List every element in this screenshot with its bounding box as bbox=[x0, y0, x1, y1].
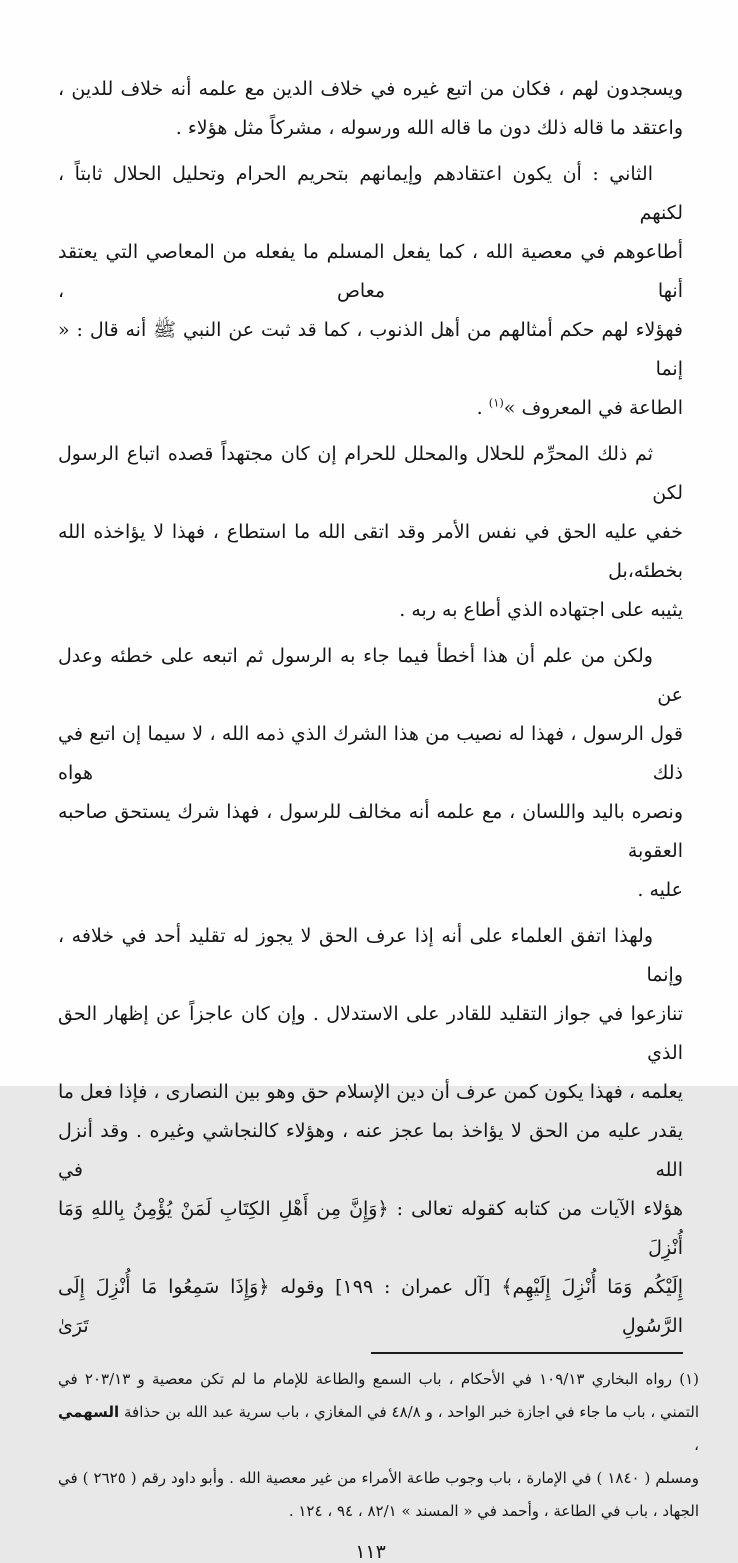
body-line: الطاعة في المعروف »$^{(١)}$ . bbox=[476, 395, 683, 419]
paragraph bbox=[58, 435, 683, 630]
body-line: يعلمه ، فهذا يكون كمن عرف أن دين الإسلام حق وهو بين النصارى ، فإذا فعل ما bbox=[58, 1081, 683, 1103]
body-line: إِلَيْكُم وَمَا أُنْزِلَ إِلَيْهِم﴾ [آل عمران : ١٩٩] وقوله ﴿وَإِذَا سَمِعُوا مَا أُنْزِلَ إِلَى الرَّسُولِ تَرَىٰ bbox=[58, 1276, 684, 1337]
page-number: ١١٣ bbox=[355, 1541, 386, 1563]
body-line: ونصره باليد واللسان ، مع علمه أنه مخالف للرسول ، فهذا شرك يستحق صاحبه العقوبة bbox=[58, 801, 683, 862]
body-line: واعتقد ما قاله ذلك دون ما قاله الله ورسوله ، مشركاً مثل هؤلاء . bbox=[175, 117, 683, 139]
footnotes bbox=[58, 1363, 699, 1528]
body-line: ولكن من علم أن هذا أخطأ فيما جاء به الرسول ثم اتبعه على خطئه وعدل عن bbox=[58, 645, 683, 706]
body-line: ثم ذلك المحرِّم للحلال والمحلل للحرام إن كان مجتهداً قصده اتباع الرسول لكن bbox=[58, 443, 683, 504]
body-line: هؤلاء الآيات من كتابه كقوله تعالى : ﴿وَإِنَّ مِن أَهْلِ الكِتَابِ لَمَنْ يُؤْمِنُ بِاللهِ وَمَا أُنْزِلَ bbox=[58, 1198, 683, 1259]
body-line: خفي عليه الحق في نفس الأمر وقد اتقى الله ما استطاع ، فهذا لا يؤاخذه الله بخطئه،بل bbox=[58, 521, 683, 582]
body-line: الثاني : أن يكون اعتقادهم وإيمانهم بتحريم الحرام وتحليل الحلال ثابتاً ، لكنهم bbox=[58, 163, 683, 224]
footnote-line: (١) رواه البخاري ١٠٩/١٣ في الأحكام ، باب السمع والطاعة للإمام ما لم تكن معصية و ٢٠٣/١٣ في bbox=[58, 1370, 699, 1388]
body-line: أطاعوهم في معصية الله ، كما يفعل المسلم ما يفعله من المعاصي التي يعتقد أنها معاص ، bbox=[58, 241, 683, 302]
footnote-line: التمني ، باب ما جاء في اجازة خبر الواحد ، و ٤٨/٨ في المغازي ، باب سرية عبد الله بن حذافة السهمي ، bbox=[58, 1403, 699, 1454]
body-line: فهؤلاء لهم حكم أمثالهم من أهل الذنوب ، كما قد ثبت عن النبي ﷺ أنه قال : « إنما bbox=[58, 319, 683, 380]
paragraph bbox=[58, 70, 683, 148]
body-line: يقدر عليه من الحق لا يؤاخذ بما عجز عنه ، وهؤلاء كالنجاشي وغيره . وقد أنزل الله في bbox=[58, 1120, 683, 1181]
body-line: عليه . bbox=[637, 879, 683, 901]
paragraph bbox=[58, 917, 683, 1346]
footnote-line: ومسلم ( ١٨٤٠ ) في الإمارة ، باب وجوب طاعة الأمراء من غير معصية الله . وأبو داود رقم ( ٢٦٢٥ ) في bbox=[58, 1469, 700, 1487]
body-text bbox=[58, 70, 683, 1346]
footnote-ref: (١) bbox=[488, 395, 504, 410]
footnote-separator bbox=[371, 1352, 683, 1354]
body-line: تنازعوا في جواز التقليد للقادر على الاستدلال . وإن كان عاجزاً عن إظهار الحق الذي bbox=[58, 1003, 683, 1064]
paragraph bbox=[58, 637, 683, 910]
paragraph bbox=[58, 155, 683, 428]
body-line: ويسجدون لهم ، فكان من اتبع غيره في خلاف الدين مع علمه أنه خلاف للدين ، bbox=[58, 78, 683, 100]
footnote-line: الجهاد ، باب في الطاعة ، وأحمد في « المسند » ٨٢/١ ، ٩٤ ، ١٢٤ . bbox=[288, 1502, 699, 1520]
body-line: ولهذا اتفق العلماء على أنه إذا عرف الحق لا يجوز له تقليد أحد في خلافه ، وإنما bbox=[58, 925, 683, 986]
body-line: يثيبه على اجتهاده الذي أطاع به ربه . bbox=[399, 599, 683, 621]
body-line: قول الرسول ، فهذا له نصيب من هذا الشرك الذي ذمه الله ، لا سيما إن اتبع في ذلك هواه bbox=[58, 723, 683, 784]
